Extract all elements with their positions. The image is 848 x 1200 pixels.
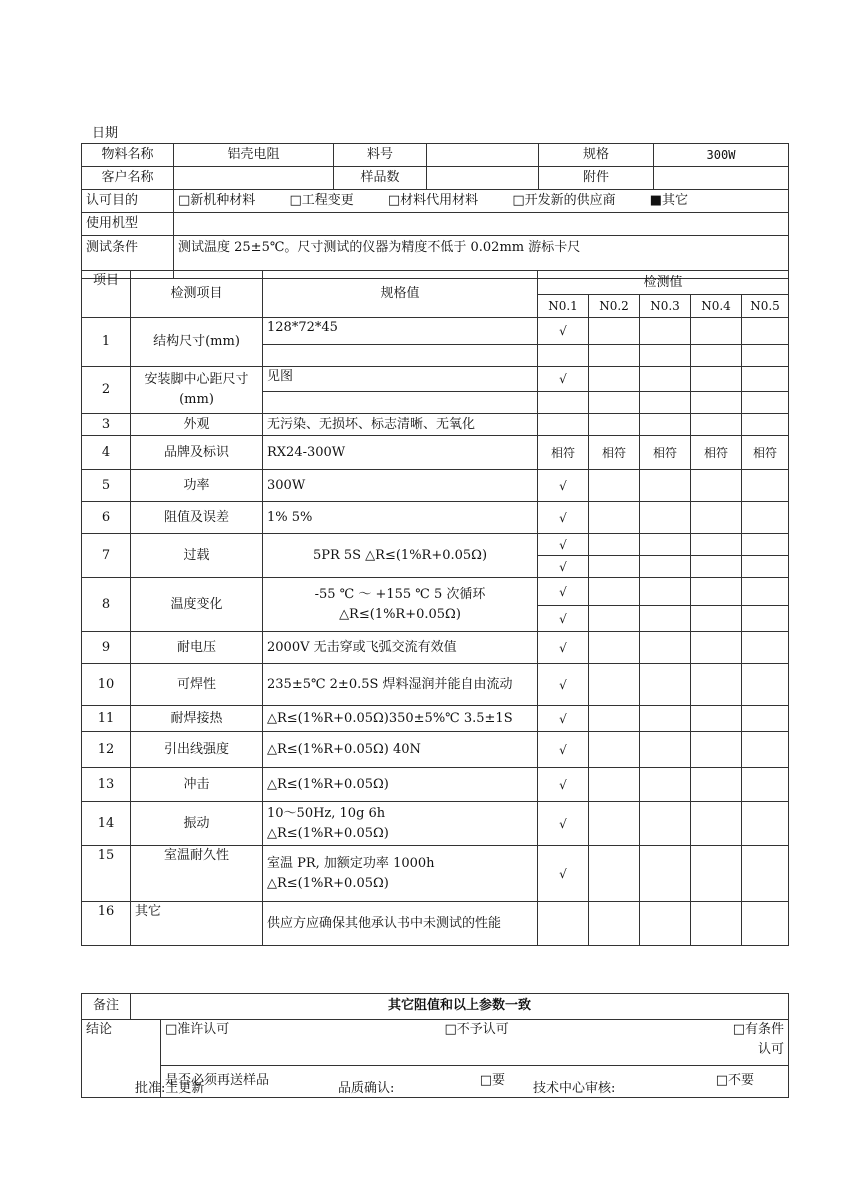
item-number: 12: [82, 732, 131, 768]
sample-4-value[interactable]: [691, 392, 742, 414]
spec-line-2: △R≤(1%R+0.05Ω): [339, 606, 461, 622]
sample-3-value[interactable]: 相符: [640, 436, 691, 470]
spec-value-extra: [263, 345, 538, 367]
sample-3-value[interactable]: [640, 414, 691, 436]
table-row: [82, 768, 789, 802]
sample-2-value[interactable]: [589, 534, 640, 556]
item-number: 16: [82, 902, 131, 946]
spec-line-1: 室温 PR, 加额定功率 1000h: [267, 855, 435, 871]
test-item-name: 阻值及误差: [131, 502, 263, 534]
sample-5-value[interactable]: [742, 802, 789, 846]
spec-value: 128*72*45: [263, 318, 538, 345]
spec-value: [263, 846, 538, 902]
item-number: 6: [82, 502, 131, 534]
sample-2-value[interactable]: [589, 414, 640, 436]
customer-value[interactable]: [174, 167, 334, 190]
sample-1-value[interactable]: √: [538, 632, 589, 664]
sample-4-value[interactable]: [691, 902, 742, 946]
spec-line-2: △R≤(1%R+0.05Ω): [267, 875, 389, 891]
col-sample-4: N0.4: [691, 295, 742, 318]
sample-5-value[interactable]: [742, 578, 789, 606]
tech-signature: 技术中心审核:: [533, 1081, 616, 1096]
sample-4-value[interactable]: [691, 732, 742, 768]
test-item-name: 过载: [131, 534, 263, 578]
sample-1-value[interactable]: √: [538, 578, 589, 606]
sample-4-value[interactable]: [691, 318, 742, 345]
sample-3-value[interactable]: [640, 732, 691, 768]
table-row: [82, 470, 789, 502]
spec-value: 235±5℃ 2±0.5S 焊料湿润并能自由流动: [263, 664, 538, 706]
sample-2-value[interactable]: [589, 606, 640, 632]
item-number: 8: [82, 578, 131, 632]
sample-4-value[interactable]: [691, 367, 742, 392]
sample-2-value[interactable]: [589, 732, 640, 768]
col-sample-3: N0.3: [640, 295, 691, 318]
sample-1-value[interactable]: √: [538, 556, 589, 578]
purpose-options: [174, 190, 789, 213]
item-number: 2: [82, 367, 131, 414]
col-sample-5: N0.5: [742, 295, 789, 318]
sample-2-value[interactable]: [589, 846, 640, 902]
sample-2-value[interactable]: [589, 802, 640, 846]
sample-5-value[interactable]: [742, 392, 789, 414]
sample-1-value[interactable]: √: [538, 802, 589, 846]
remark-value: 其它阻值和以上参数一致: [131, 993, 789, 1019]
table-row: [82, 632, 789, 664]
col-sample-2: N0.2: [589, 295, 640, 318]
sample-5-value[interactable]: [742, 470, 789, 502]
col-item: 项目: [82, 271, 131, 318]
sample-3-value[interactable]: [640, 345, 691, 367]
model-label: 使用机型: [82, 213, 174, 236]
spec-value[interactable]: 300W: [654, 144, 789, 167]
sample-3-value[interactable]: [640, 534, 691, 556]
resend-row: [161, 1065, 789, 1097]
sample-2-value[interactable]: [589, 556, 640, 578]
test-item-name: 外观: [131, 414, 263, 436]
col-spec: 规格值: [263, 271, 538, 318]
table-row: [82, 664, 789, 706]
spec-value-extra: [263, 392, 538, 414]
spec-value: 供应方应确保其他承认书中未测试的性能: [263, 902, 538, 946]
test-item-name: 温度变化: [131, 578, 263, 632]
table-row: [82, 846, 789, 902]
sample-2-value[interactable]: [589, 367, 640, 392]
item-number: 3: [82, 414, 131, 436]
test-item-name: 引出线强度: [131, 732, 263, 768]
sample-1-value[interactable]: √: [538, 664, 589, 706]
sample-1-value[interactable]: 相符: [538, 436, 589, 470]
sample-3-value[interactable]: [640, 632, 691, 664]
sample-5-value[interactable]: [742, 846, 789, 902]
spec-line-1: -55 ℃ ～ +155 ℃ 5 次循环: [314, 586, 486, 602]
sample-2-value[interactable]: [589, 632, 640, 664]
remark-label: 备注: [82, 993, 131, 1019]
col-test-item: 检测项目: [131, 271, 263, 318]
test-item-name: 功率: [131, 470, 263, 502]
sample-2-value[interactable]: [589, 706, 640, 732]
table-row: [82, 802, 789, 846]
resend-yes-checkbox[interactable]: □要: [479, 1073, 505, 1088]
sample-3-value[interactable]: [640, 706, 691, 732]
sample-5-value[interactable]: [742, 556, 789, 578]
sample-5-value[interactable]: [742, 664, 789, 706]
sample-4-value[interactable]: [691, 846, 742, 902]
sample-4-value[interactable]: [691, 664, 742, 706]
spec-value: 1% 5%: [263, 502, 538, 534]
sample-5-value[interactable]: [742, 632, 789, 664]
sample-2-value[interactable]: [589, 470, 640, 502]
test-table: [81, 270, 789, 946]
approve-signature: 批准:王更新: [135, 1081, 205, 1096]
model-value[interactable]: [174, 213, 789, 236]
sample-5-value[interactable]: [742, 318, 789, 345]
spec-label: 规格: [539, 144, 654, 167]
sample-3-value[interactable]: [640, 556, 691, 578]
item-number: 14: [82, 802, 131, 846]
sample-4-value[interactable]: [691, 345, 742, 367]
sample-4-value[interactable]: [691, 802, 742, 846]
part-no-label: 料号: [334, 144, 427, 167]
test-item-name: 安装脚中心距尺寸(mm): [131, 367, 263, 414]
spec-value: [263, 578, 538, 632]
item-number: 7: [82, 534, 131, 578]
spec-value: 见图: [263, 367, 538, 392]
conclusion-reject-checkbox[interactable]: □不予认可: [444, 1021, 509, 1037]
sample-5-value[interactable]: [742, 502, 789, 534]
sample-5-value[interactable]: [742, 414, 789, 436]
purpose-new-model-checkbox[interactable]: □新机种材料: [178, 193, 256, 208]
resend-no-checkbox[interactable]: □不要: [715, 1073, 754, 1088]
table-row: [82, 502, 789, 534]
sample-3-value[interactable]: [640, 318, 691, 345]
part-no-value[interactable]: [427, 144, 539, 167]
sample-2-value[interactable]: [589, 318, 640, 345]
attachment-label: 附件: [539, 167, 654, 190]
purpose-other-checkbox[interactable]: ■其它: [649, 193, 689, 208]
sample-5-value[interactable]: [742, 606, 789, 632]
test-item-name: 可焊性: [131, 664, 263, 706]
sample-1-value[interactable]: √: [538, 534, 589, 556]
conclusion-approve-checkbox[interactable]: □准许认可: [165, 1021, 230, 1037]
spec-value: △R≤(1%R+0.05Ω): [263, 768, 538, 802]
table-row: [82, 902, 789, 946]
sample-4-value[interactable]: [691, 534, 742, 556]
sample-5-value[interactable]: [742, 345, 789, 367]
sample-4-value[interactable]: 相符: [691, 436, 742, 470]
sample-5-value[interactable]: [742, 367, 789, 392]
date-label: 日期: [92, 126, 119, 141]
item-number: 11: [82, 706, 131, 732]
sample-5-value[interactable]: 相符: [742, 436, 789, 470]
spec-value: 无污染、无损坏、标志清晰、无氧化: [263, 414, 538, 436]
sample-4-value[interactable]: [691, 768, 742, 802]
sample-2-value[interactable]: 相符: [589, 436, 640, 470]
sample-4-value[interactable]: [691, 578, 742, 606]
sample-3-value[interactable]: [640, 470, 691, 502]
conclusion-label: 结论: [82, 1019, 131, 1097]
item-number: 10: [82, 664, 131, 706]
condition-label: 测试条件: [82, 236, 174, 279]
sample-3-value[interactable]: [640, 578, 691, 606]
spec-value: 300W: [263, 470, 538, 502]
item-number: 13: [82, 768, 131, 802]
sample-4-value[interactable]: [691, 502, 742, 534]
sample-1-value[interactable]: √: [538, 706, 589, 732]
table-row: [82, 732, 789, 768]
sample-4-value[interactable]: [691, 632, 742, 664]
sample-1-value[interactable]: √: [538, 470, 589, 502]
spec-value: RX24-300W: [263, 436, 538, 470]
item-number: 9: [82, 632, 131, 664]
spec-line-1: 10～50Hz, 10g 6h: [267, 805, 386, 821]
sample-3-value[interactable]: [640, 502, 691, 534]
sample-1-value[interactable]: [538, 902, 589, 946]
sample-3-value[interactable]: [640, 902, 691, 946]
customer-label: 客户名称: [82, 167, 174, 190]
sample-2-value[interactable]: [589, 578, 640, 606]
sample-1-value[interactable]: √: [538, 367, 589, 392]
sample-5-value[interactable]: [742, 534, 789, 556]
sample-5-value[interactable]: [742, 732, 789, 768]
header-table: [81, 143, 789, 279]
spec-value: △R≤(1%R+0.05Ω)350±5%℃ 3.5±1S: [263, 706, 538, 732]
test-item-name: 室温耐久性: [131, 846, 263, 902]
spec-value: 2000V 无击穿或飞弧交流有效值: [263, 632, 538, 664]
attachment-value[interactable]: [654, 167, 789, 190]
sample-1-value[interactable]: [538, 345, 589, 367]
test-item-name: 耐电压: [131, 632, 263, 664]
sample-5-value[interactable]: [742, 768, 789, 802]
sample-3-value[interactable]: [640, 606, 691, 632]
item-number: 5: [82, 470, 131, 502]
sample-4-value[interactable]: [691, 706, 742, 732]
sample-1-value[interactable]: √: [538, 318, 589, 345]
test-item-name: 耐焊接热: [131, 706, 263, 732]
sample-1-value[interactable]: √: [538, 732, 589, 768]
purpose-substitute-checkbox[interactable]: □材料代用材料: [387, 193, 479, 208]
sample-3-value[interactable]: [640, 802, 691, 846]
sample-1-value[interactable]: [538, 392, 589, 414]
sample-2-value[interactable]: [589, 502, 640, 534]
test-item-name: 结构尺寸(mm): [131, 318, 263, 367]
spec-value: 5PR 5S △R≤(1%R+0.05Ω): [263, 534, 538, 578]
test-item-name: 其它: [131, 902, 263, 946]
material-name-label: 物料名称: [82, 144, 174, 167]
sample-4-value[interactable]: [691, 470, 742, 502]
sample-2-value[interactable]: [589, 345, 640, 367]
sample-3-value[interactable]: [640, 846, 691, 902]
sample-2-value[interactable]: [589, 902, 640, 946]
table-row: [82, 436, 789, 470]
test-item-name: 振动: [131, 802, 263, 846]
table-row: [82, 318, 789, 345]
sample-qty-value[interactable]: [427, 167, 539, 190]
spec-value: [263, 802, 538, 846]
sample-qty-label: 样品数: [334, 167, 427, 190]
sample-2-value[interactable]: [589, 392, 640, 414]
spec-value: △R≤(1%R+0.05Ω) 40N: [263, 732, 538, 768]
sample-3-value[interactable]: [640, 768, 691, 802]
sample-5-value[interactable]: [742, 902, 789, 946]
resend-label: 是否必须再送样品: [165, 1073, 270, 1088]
table-row: [82, 578, 789, 606]
table-row: [82, 414, 789, 436]
sample-1-value[interactable]: [538, 414, 589, 436]
item-number: 4: [82, 436, 131, 470]
test-item-name: 冲击: [131, 768, 263, 802]
col-sample-1: N0.1: [538, 295, 589, 318]
sample-2-value[interactable]: [589, 664, 640, 706]
col-measured: 检测值: [538, 271, 789, 295]
purpose-new-supplier-checkbox[interactable]: □开发新的供应商: [512, 193, 616, 208]
sample-4-value[interactable]: [691, 556, 742, 578]
sample-3-value[interactable]: [640, 664, 691, 706]
spec-line-2: △R≤(1%R+0.05Ω): [267, 825, 389, 841]
sample-1-value[interactable]: √: [538, 846, 589, 902]
sample-5-value[interactable]: [742, 706, 789, 732]
conclusion-conditional-checkbox[interactable]: □有条件认可: [732, 1021, 784, 1057]
sample-2-value[interactable]: [589, 768, 640, 802]
item-number: 1: [82, 318, 131, 367]
sample-1-value[interactable]: √: [538, 502, 589, 534]
purpose-engineering-change-checkbox[interactable]: □工程变更: [289, 193, 354, 208]
sample-1-value[interactable]: √: [538, 606, 589, 632]
sample-4-value[interactable]: [691, 606, 742, 632]
sample-3-value[interactable]: [640, 367, 691, 392]
condition-value: 测试温度 25±5℃。尺寸测试的仪器为精度不低于 0.02mm 游标卡尺: [174, 236, 789, 279]
sample-4-value[interactable]: [691, 414, 742, 436]
sample-3-value[interactable]: [640, 392, 691, 414]
conclusion-options: [161, 1019, 789, 1065]
item-number: 15: [82, 846, 131, 902]
test-item-name: 品牌及标识: [131, 436, 263, 470]
quality-signature: 品质确认:: [338, 1081, 395, 1096]
table-row: [82, 534, 789, 556]
table-row: [82, 706, 789, 732]
material-name-value[interactable]: 铝壳电阻: [174, 144, 334, 167]
purpose-label: 认可目的: [82, 190, 174, 213]
table-row: [82, 367, 789, 392]
sample-1-value[interactable]: √: [538, 768, 589, 802]
